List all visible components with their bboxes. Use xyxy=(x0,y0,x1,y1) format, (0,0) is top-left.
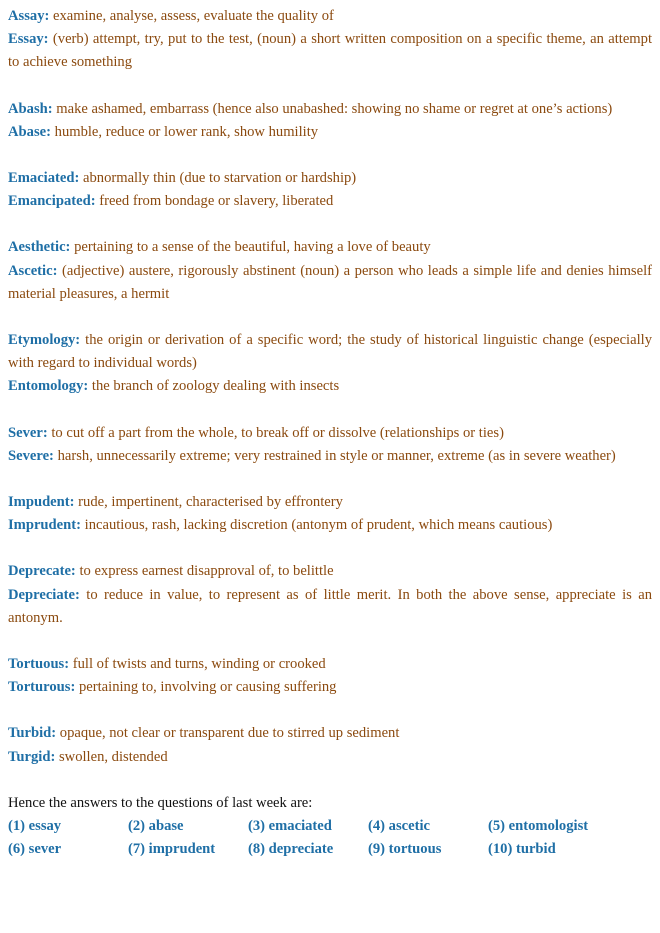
entry-term: Emaciated: xyxy=(8,170,80,187)
answer-item: (6) sever xyxy=(8,841,62,858)
glossary-entry xyxy=(8,260,652,306)
entry-definition: the origin or derivation of a specific word; the study of historical linguistic change (especially with regard to individual words) xyxy=(8,332,652,372)
entry-definition: humble, reduce or lower rank, show humility xyxy=(54,123,319,140)
entry-definition: (verb) attempt, try, put to the test, (noun) a short written composition on a specific theme, an attempt to achieve something xyxy=(8,31,652,71)
glossary-entry xyxy=(8,676,652,699)
entry-definition: incautious, rash, lacking discretion (antonym of prudent, which means cautious) xyxy=(84,517,553,534)
entry-definition: to cut off a part from the whole, to break off or dissolve (relationships or ties) xyxy=(51,424,504,441)
entry-term: Impudent: xyxy=(8,494,75,511)
entry-definition: swollen, distended xyxy=(58,748,168,765)
entry-term: Entomology: xyxy=(8,378,89,395)
entry-definition: (adjective) austere, rigorously abstinent (noun) a person who leads a simple life and denies himself material pleasures, a hermit xyxy=(8,262,652,302)
entry-term: Assay: xyxy=(8,8,50,24)
glossary-group xyxy=(8,422,652,468)
entry-term: Severe: xyxy=(8,447,54,464)
glossary-group xyxy=(8,167,652,213)
entry-term: Deprecate: xyxy=(8,563,76,580)
glossary-group xyxy=(8,722,652,768)
entry-term: Imprudent: xyxy=(8,517,81,534)
answer-item: (2) abase xyxy=(128,818,184,835)
glossary-entry xyxy=(8,584,652,630)
entry-term: Depreciate: xyxy=(8,586,80,603)
glossary-group xyxy=(8,98,652,144)
answer-item: (8) depreciate xyxy=(248,841,334,858)
glossary-entry xyxy=(8,560,652,583)
entry-definition: harsh, unnecessarily extreme; very restrained in style or manner, extreme (as in severe weather) xyxy=(57,447,616,464)
entry-definition: to reduce in value, to represent as of little merit. In both the above sense, appreciate is an antonym. xyxy=(8,586,652,626)
entry-term: Sever: xyxy=(8,424,48,441)
entry-definition: to express earnest disapproval of, to belittle xyxy=(79,563,334,580)
glossary-entry xyxy=(8,98,652,121)
answer-item: (4) ascetic xyxy=(368,818,430,835)
glossary-entry xyxy=(8,653,652,676)
glossary-group xyxy=(8,560,652,630)
entry-definition: abnormally thin (due to starvation or hardship) xyxy=(83,170,357,187)
glossary-entry xyxy=(8,121,652,144)
answer-item: (10) turbid xyxy=(488,841,556,858)
entry-term: Aesthetic: xyxy=(8,239,71,256)
glossary-entry xyxy=(8,329,652,375)
glossary-entry xyxy=(8,746,652,769)
glossary-group xyxy=(8,653,652,699)
answer-item: (5) entomologist xyxy=(488,818,589,835)
entry-term: Turgid: xyxy=(8,748,56,765)
glossary-entry xyxy=(8,28,652,74)
entry-term: Turbid: xyxy=(8,725,57,742)
entry-term: Ascetic: xyxy=(8,262,58,279)
glossary-entry xyxy=(8,491,652,514)
glossary-entry xyxy=(8,375,652,398)
glossary-entry xyxy=(8,722,652,745)
answers-intro: Hence the answers to the questions of last week are: xyxy=(8,794,313,811)
entry-term: Torturous: xyxy=(8,679,76,696)
entry-definition: opaque, not clear or transparent due to stirred up sediment xyxy=(59,725,400,742)
glossary-entry xyxy=(8,514,652,537)
answer-item: (3) emaciated xyxy=(248,818,332,835)
glossary-entry xyxy=(8,5,652,28)
glossary-group xyxy=(8,329,652,399)
entry-definition: rude, impertinent, characterised by effrontery xyxy=(78,494,343,511)
entry-term: Abase: xyxy=(8,123,51,140)
entry-definition: full of twists and turns, winding or crooked xyxy=(72,656,326,673)
entry-definition: the branch of zoology dealing with insects xyxy=(91,378,340,395)
answer-item: (7) imprudent xyxy=(128,841,216,858)
answer-item: (9) tortuous xyxy=(368,841,442,858)
entry-definition: examine, analyse, assess, evaluate the quality of xyxy=(53,8,334,24)
glossary-entry xyxy=(8,445,652,468)
entry-term: Emancipated: xyxy=(8,193,96,210)
answers-grid xyxy=(8,815,652,861)
entry-term: Essay: xyxy=(8,31,49,48)
glossary-entry xyxy=(8,236,652,259)
entry-definition: freed from bondage or slavery, liberated xyxy=(99,193,334,210)
entry-definition: pertaining to, involving or causing suffering xyxy=(78,679,337,696)
entry-term: Abash: xyxy=(8,100,53,117)
entry-definition: pertaining to a sense of the beautiful, having a love of beauty xyxy=(74,239,431,256)
glossary-entry xyxy=(8,422,652,445)
answer-item: (1) essay xyxy=(8,818,62,835)
glossary xyxy=(8,5,652,769)
glossary-group xyxy=(8,5,652,75)
glossary-group xyxy=(8,236,652,306)
entry-term: Etymology: xyxy=(8,332,81,349)
entry-term: Tortuous: xyxy=(8,656,70,673)
glossary-group xyxy=(8,491,652,537)
entry-definition: make ashamed, embarrass (hence also unabashed: showing no shame or regret at one’s actions) xyxy=(56,100,613,117)
glossary-entry xyxy=(8,190,652,213)
glossary-entry xyxy=(8,167,652,190)
